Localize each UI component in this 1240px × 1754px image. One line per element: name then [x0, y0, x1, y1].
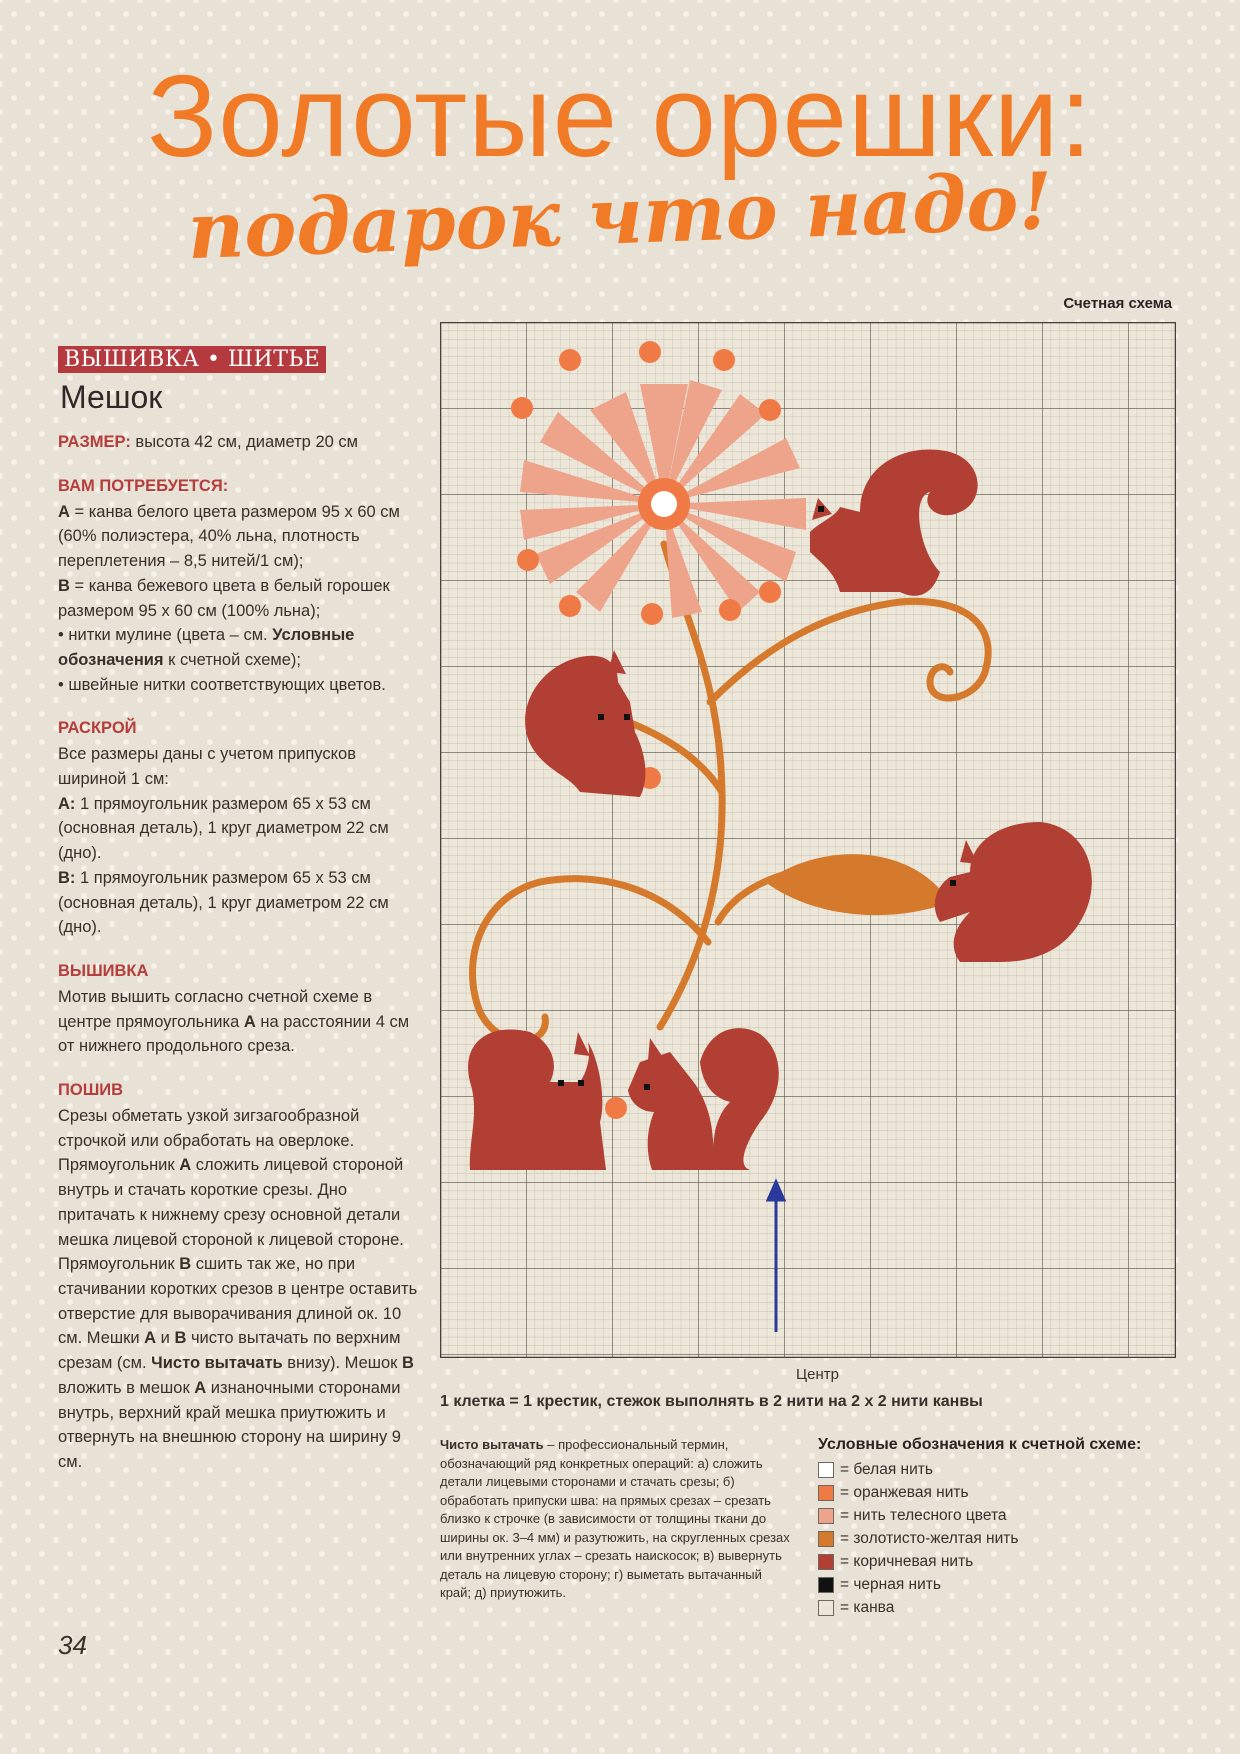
thread1-post: к счетной схеме); [163, 650, 301, 669]
embroidery-text-1: Мотив вышить согласно счетной схеме в центре прямоугольника [58, 987, 373, 1031]
size-text: высота 42 см, диаметр 20 см [130, 433, 358, 451]
sewing-heading: ПОШИВ [58, 1081, 124, 1100]
swatch-white [818, 1462, 834, 1478]
size-label: РАЗМЕР: [58, 433, 131, 451]
cutting-heading: РАСКРОЙ [58, 719, 137, 738]
swatch-orange [818, 1485, 834, 1501]
thread1-bold: Условные обозначения [58, 626, 355, 669]
swatch-golden [818, 1531, 834, 1547]
legend-item: = черная нить [818, 1573, 1178, 1596]
instructions-column [58, 346, 418, 1497]
category-tag: ВЫШИВКА • ШИТЬЕ [58, 346, 326, 373]
glossary [440, 1436, 796, 1603]
legend-title: Условные обозначения к счетной схеме: [818, 1436, 1142, 1453]
swatch-black [818, 1577, 834, 1593]
glossary-term: Чисто вытачать [440, 1437, 544, 1452]
scheme-label: Счетная схема [1063, 295, 1172, 312]
scale-note: 1 клетка = 1 крестик, стежок выполнять в 2 нити на 2 х 2 нити канвы [440, 1393, 983, 1410]
cutting-section [58, 719, 418, 940]
glossary-text: – профессиональный термин, обозначающий ряд конкретных операций: а) сложить детали лицевыми сторонами и стачать срезы; б) обработать припуски шва: на прямых срезах – срезать близко к строчке (в зависимости от толщины ткани до ширины ок. 3–4 мм) и разутюжить, на скругленных срезах или внутренних углах – срезать наискосок; в) вывернуть деталь на лицевую сторону; г) выметать вытачанный край; д) приутюжить. [440, 1437, 790, 1600]
cross-stitch-chart [440, 322, 1176, 1358]
cutting-a-text: 1 прямоугольник размером 65 х 53 см (основная деталь), 1 круг диаметром 22 см (дно). [58, 794, 389, 863]
cutting-b-text: 1 прямоугольник размером 65 х 53 см (основная деталь), 1 круг диаметром 22 см (дно). [58, 868, 389, 937]
title-line-2: подарок что надо! [185, 155, 1054, 278]
materials-b-text: = канва бежевого цвета в белый горошек размером 95 х 60 см (100% льна); [58, 576, 390, 620]
center-label: Центр [796, 1366, 839, 1383]
legend-item: = оранжевая нить [818, 1481, 1178, 1504]
materials-a-text: = канва белого цвета размером 95 х 60 см (60% полиэстера, 40% льна, плотность переплетения – 8,5 нитей/1 см); [58, 502, 400, 571]
cutting-intro: Все размеры даны с учетом припусков шириной 1 см: [58, 745, 356, 789]
page-number: 34 [58, 1630, 87, 1660]
cutting-b-label: В: [58, 868, 76, 887]
swatch-canvas [818, 1600, 834, 1616]
materials-heading: ВАМ ПОТРЕБУЕТСЯ: [58, 476, 229, 495]
swatch-brown [818, 1554, 834, 1570]
thread2: • швейные нитки соответствующих цветов. [58, 675, 386, 694]
legend-item: = белая нить [818, 1458, 1178, 1481]
legend-item: = канва [818, 1596, 1178, 1619]
embroidery-heading: ВЫШИВКА [58, 961, 149, 980]
materials-a-label: А [58, 502, 70, 521]
title-line-1: Золотые орешки: [147, 51, 1093, 181]
legend-item: = коричневая нить [818, 1550, 1178, 1573]
swatch-flesh [818, 1508, 834, 1524]
materials-section [58, 477, 418, 698]
embroidery-a: А [243, 1012, 256, 1031]
cutting-a-label: А: [58, 794, 76, 813]
item-title: Мешок [60, 379, 163, 415]
legend [818, 1436, 1178, 1619]
sewing-text: Срезы обметать узкой зигзагообразной строчкой или обработать на оверлоке. Прямоугольник А сложить лицевой стороной внутрь и стачать короткие срезы. Дно притачать к нижнему срезу основной детали мешка лицевой стороной к лицевой стороне. Прямоугольник В сшить так же, но при стачивании коротких срезов в центре оставить отверстие для выворачивания длиной ок. 10 см. Мешки А и В чисто вытачать по верхним срезам (см. Чисто вытачать внизу). Мешок В вложить в мешок А изнаночными сторонами внутрь, верхний край мешка приутюжить и отвернуть на внешнюю сторону на ширину 9 см. [58, 1107, 418, 1471]
embroidery-section [58, 962, 418, 1059]
size-section [58, 430, 418, 455]
materials-b-label: В [58, 576, 70, 595]
embroidery-text-2: на расстоянии 4 см от нижнего продольного среза. [58, 1012, 410, 1056]
legend-item: = золотисто-желтая нить [818, 1527, 1178, 1550]
legend-item: = нить телесного цвета [818, 1504, 1178, 1527]
thread1-pre: • нитки мулине (цвета – см. [58, 626, 273, 645]
sewing-section [58, 1081, 418, 1475]
